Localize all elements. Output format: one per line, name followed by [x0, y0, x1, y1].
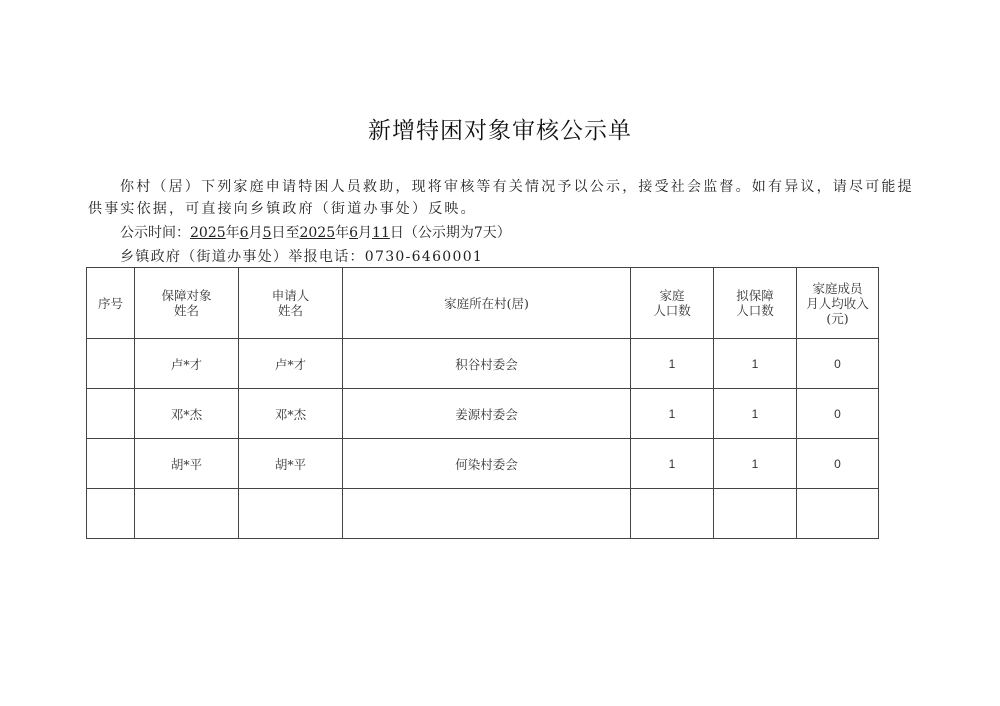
period-year-char-2: 年 — [335, 225, 350, 241]
cell-village — [343, 489, 631, 539]
period-suffix: 日（公示期为7天） — [389, 225, 511, 241]
cell-covered-size: 1 — [714, 439, 797, 489]
cell-covered-size — [714, 489, 797, 539]
period-month-char-2: 月 — [358, 225, 373, 241]
table-header-row — [87, 268, 879, 339]
header-target-name: 保障对象 姓名 — [135, 268, 239, 339]
period-start-month: 6 — [239, 225, 249, 241]
cell-target-name: 卢*才 — [135, 339, 239, 389]
cell-household-size — [631, 489, 714, 539]
notice-period — [120, 222, 511, 242]
header-covered-size: 拟保障 人口数 — [714, 268, 797, 339]
cell-applicant-name: 胡*平 — [239, 439, 343, 489]
cell-village: 何染村委会 — [343, 439, 631, 489]
period-end-day: 11 — [372, 225, 390, 241]
period-label: 公示时间： — [120, 225, 190, 241]
cell-applicant-name: 邓*杰 — [239, 389, 343, 439]
hotline: 乡镇政府（街道办事处）举报电话：0730-6460001 — [120, 249, 484, 265]
cell-covered-size: 1 — [714, 339, 797, 389]
cell-target-name: 邓*杰 — [135, 389, 239, 439]
cell-seq — [87, 489, 135, 539]
cell-monthly-income: 0 — [797, 339, 879, 389]
document-title: 新增特困对象审核公示单 — [368, 118, 632, 144]
cell-household-size: 1 — [631, 439, 714, 489]
period-to: 日至 — [271, 225, 300, 241]
table-row — [87, 389, 879, 439]
table-row — [87, 439, 879, 489]
cell-covered-size: 1 — [714, 389, 797, 439]
cell-village: 姜源村委会 — [343, 389, 631, 439]
cell-village: 积谷村委会 — [343, 339, 631, 389]
cell-seq — [87, 439, 135, 489]
period-end-month: 6 — [349, 225, 359, 241]
period-year-char: 年 — [225, 225, 240, 241]
period-end-year: 2025 — [299, 225, 336, 241]
cell-target-name: 胡*平 — [135, 439, 239, 489]
header-applicant-name: 申请人 姓名 — [239, 268, 343, 339]
header-household-size: 家庭 人口数 — [631, 268, 714, 339]
announcement-table — [86, 267, 879, 539]
period-start-day: 5 — [262, 225, 272, 241]
cell-seq — [87, 389, 135, 439]
cell-monthly-income — [797, 489, 879, 539]
header-seq: 序号 — [87, 268, 135, 339]
header-village: 家庭所在村(居) — [343, 268, 631, 339]
cell-monthly-income: 0 — [797, 439, 879, 489]
table-row — [87, 339, 879, 389]
cell-seq — [87, 339, 135, 389]
intro-paragraph: 你村（居）下列家庭申请特困人员救助，现将审核等有关情况予以公示，接受社会监督。如有异议，请尽可能提供事实依据，可直接向乡镇政府（街道办事处）反映。 — [88, 179, 914, 217]
period-month-char: 月 — [248, 225, 263, 241]
cell-target-name — [135, 489, 239, 539]
cell-household-size: 1 — [631, 339, 714, 389]
header-monthly-income: 家庭成员 月人均收入 (元) — [797, 268, 879, 339]
table-row — [87, 489, 879, 539]
cell-applicant-name — [239, 489, 343, 539]
cell-applicant-name: 卢*才 — [239, 339, 343, 389]
cell-household-size: 1 — [631, 389, 714, 439]
period-start-year: 2025 — [190, 225, 226, 241]
cell-monthly-income: 0 — [797, 389, 879, 439]
